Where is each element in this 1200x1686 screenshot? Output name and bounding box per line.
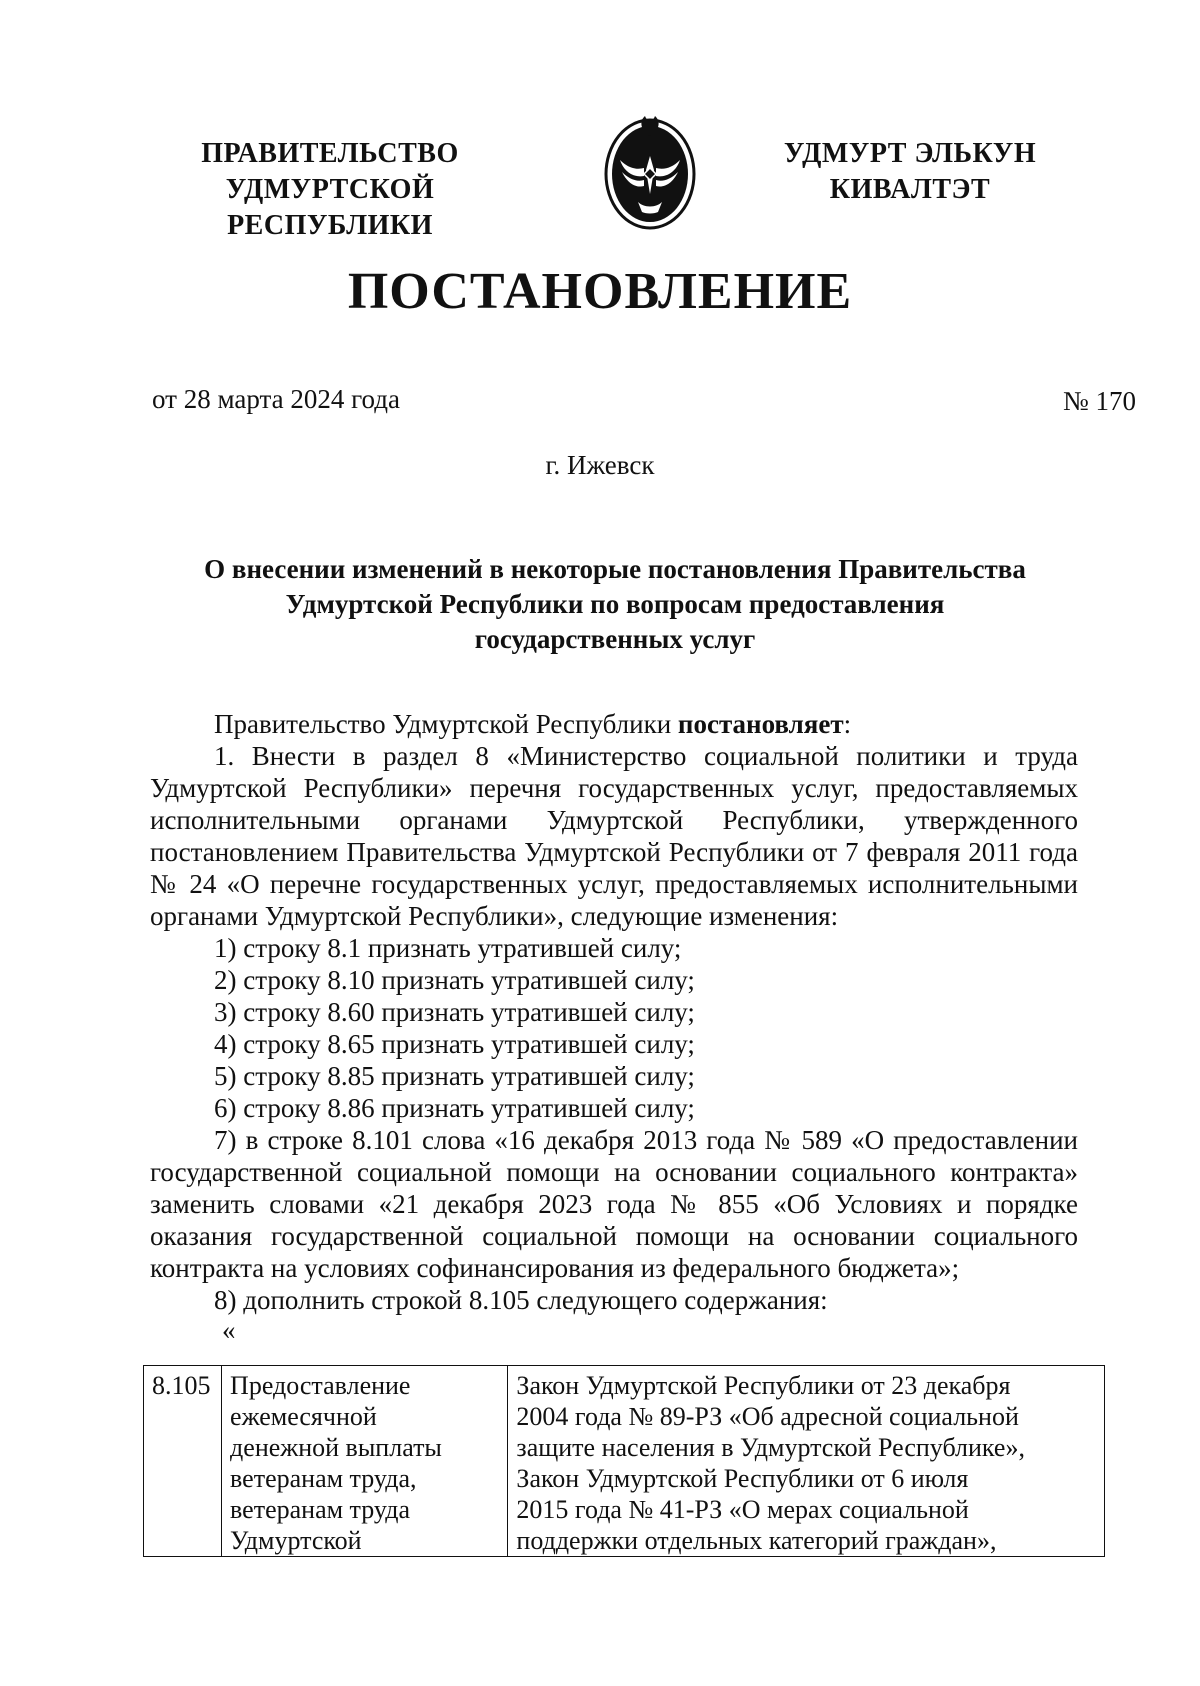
coat-of-arms-icon (598, 110, 702, 232)
paragraph-8: 8) дополнить строкой 8.105 следующего содержания: (214, 1285, 828, 1315)
subject-line: О внесении изменений в некоторые постановления Правительства (204, 554, 1026, 584)
document-city: г. Ижевск (545, 450, 655, 480)
header-right-line2: КИВАЛТЭТ (829, 174, 991, 205)
row-number-cell: 8.105 (144, 1366, 222, 1557)
document-title: ПОСТАНОВЛЕНИЕ (347, 263, 853, 320)
inserted-row-table (143, 1365, 1105, 1557)
cell-line: Предоставление (230, 1371, 411, 1400)
cell-line: ветеранам труда (230, 1495, 411, 1524)
cell-line: ежемесячной (230, 1402, 377, 1431)
cell-line: денежной выплаты (230, 1433, 442, 1462)
paragraph-7: 7) в строке 8.101 слова «16 декабря 2013 года № 589 «О предоставлении государственной социальной помощи на основании социального контракта» заменить словами «21 декабря 2023 года № 855 «Об Условиях и порядке оказания государственной социальной помощи на основании социального контракта на условиях софинансирования из федерального бюджета»; (150, 1125, 1078, 1283)
paragraph-1: 1. Внести в раздел 8 «Министерство социальной политики и труда Удмуртской Республики» перечня государственных услуг, предоставляемых исполнительными органами Удмуртской Республики, утвержденного постановлением Правительства Удмуртской Республики от 7 февраля 2011 года № 24 «О перечне государственных услуг, предоставляемых исполнительными органами Удмуртской Республики», следующие изменения: (150, 741, 1078, 931)
document-subject (150, 552, 1080, 657)
header-right-line1: УДМУРТ ЭЛЬКУН (783, 138, 1037, 169)
cell-line: 2004 года № 89-РЗ «Об адресной социальной (516, 1402, 1019, 1431)
list-item: 2) строку 8.10 признать утратившей силу; (214, 965, 695, 995)
list-item: 4) строку 8.65 признать утратившей силу; (214, 1029, 695, 1059)
preamble (150, 708, 1078, 740)
list-item: 6) строку 8.86 признать утратившей силу; (214, 1093, 695, 1123)
legal-basis-cell (508, 1366, 1105, 1557)
preamble-colon: : (843, 709, 852, 739)
subject-line: Удмуртской Республики по вопросам предоставления (285, 589, 945, 619)
cell-line: защите населения в Удмуртской Республике», (516, 1433, 1025, 1462)
document-date: от 28 марта 2024 года (152, 384, 400, 414)
table-row (144, 1366, 1105, 1557)
cell-line: ветеранам труда, (230, 1464, 417, 1493)
header-left-line1: ПРАВИТЕЛЬСТВО (201, 138, 459, 169)
cell-line: Удмуртской (230, 1526, 362, 1555)
preamble-text: Правительство Удмуртской Республики (214, 709, 678, 739)
cell-line: 2015 года № 41-РЗ «О мерах социальной (516, 1495, 969, 1524)
list-item: 1) строку 8.1 признать утратившей силу; (214, 933, 682, 963)
list-item: 3) строку 8.60 признать утратившей силу; (214, 997, 695, 1027)
opening-quote: « (222, 1315, 236, 1345)
list-item: 5) строку 8.85 признать утратившей силу; (214, 1061, 695, 1091)
header-left (120, 136, 540, 244)
document-number: № 170 (1062, 386, 1136, 416)
header-left-line2: УДМУРТСКОЙ РЕСПУБЛИКИ (225, 174, 435, 241)
cell-line: Закон Удмуртской Республики от 6 июля (516, 1464, 969, 1493)
service-name-cell (222, 1366, 508, 1557)
cell-line: поддержки отдельных категорий граждан», (516, 1526, 997, 1555)
document-body (150, 708, 1078, 1344)
header-right (740, 136, 1080, 208)
preamble-verb: постановляет (677, 709, 844, 739)
cell-line: Закон Удмуртской Республики от 23 декабря (516, 1371, 1011, 1400)
subject-line: государственных услуг (474, 624, 756, 654)
